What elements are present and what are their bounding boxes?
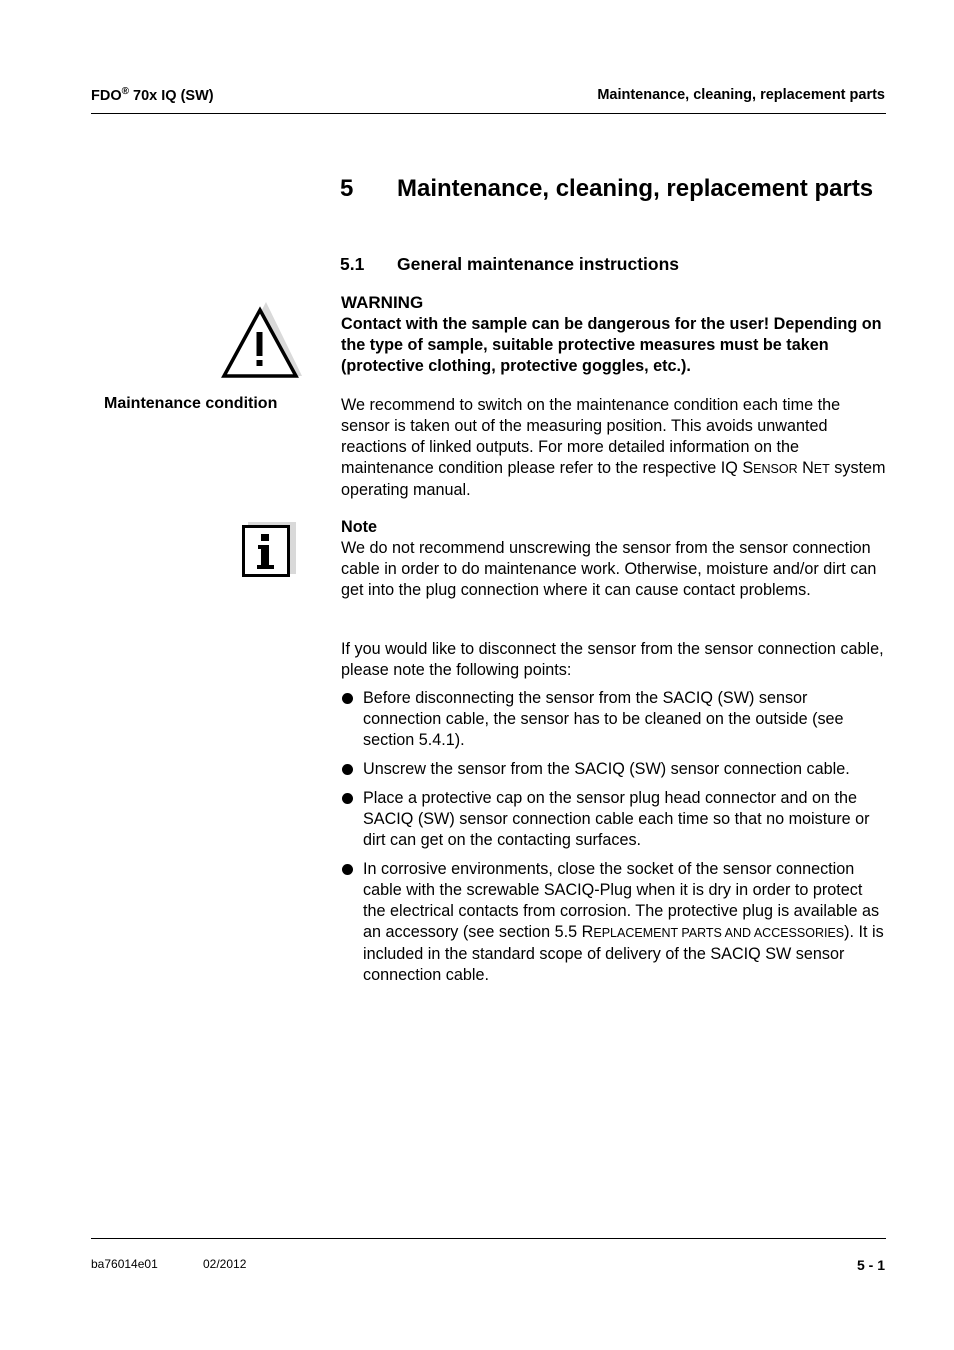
list-item [341, 759, 889, 780]
sensor-smallcaps: ENSOR [753, 462, 798, 476]
bullet-icon [342, 793, 353, 804]
info-icon [242, 522, 296, 578]
list-item [341, 859, 889, 986]
list-item [341, 688, 889, 751]
maintenance-condition-label: Maintenance condition [104, 395, 278, 412]
product-model: 70x IQ (SW) [128, 87, 214, 104]
list-item [341, 788, 889, 851]
reference-smallcaps: EPLACEMENT PARTS AND ACCESSORIES [593, 926, 845, 940]
note-title: Note [341, 518, 377, 536]
footer-date: 02/2012 [203, 1257, 247, 1271]
list-item-text: In corrosive environments, close the socket of the sensor connection cable with the screwable SACIQ-Plug when it is dry in order to protect the electrical contacts from corrosion. The protective plug is available as an accessory (see section 5.5 [363, 860, 880, 941]
section-title: General maintenance instructions [397, 254, 680, 274]
chapter-title: Maintenance, cleaning, replacement parts [397, 175, 874, 202]
footer-page-number: 5 - 1 [856, 1257, 885, 1273]
warning-triangle-icon [220, 300, 304, 378]
list-item-text: Place a protective cap on the sensor plug head connector and on the SACIQ (SW) sensor connection cable each time so that no moisture or dirt can get on the contacting surfaces. [363, 789, 870, 849]
maintenance-condition-paragraph [341, 395, 889, 501]
header-divider [91, 113, 886, 114]
note-block [341, 517, 889, 601]
warning-title: WARNING [341, 293, 424, 312]
list-item-text: Unscrew the sensor from the SACIQ (SW) sensor connection cable. [363, 760, 850, 778]
maintenance-text-end: system operating manual. [341, 459, 886, 499]
section-number: 5.1 [340, 254, 365, 274]
warning-text: Contact with the sample can be dangerous for the user! Depending on the type of sample, suitable protective measures must be taken (protective clothing, protective goggles, etc.). [341, 315, 882, 375]
maintenance-text: We recommend to switch on the maintenance condition each time the sensor is taken out of the measuring position. This avoids unwanted reactions of linked outputs. For more detailed information on the maintenance condition please refer to the respective IQ [341, 396, 841, 477]
bullet-list [341, 688, 889, 994]
net-smallcaps: ET [813, 462, 830, 476]
warning-block [341, 292, 889, 377]
product-name: FDO [91, 87, 122, 104]
chapter-number: 5 [340, 175, 354, 202]
bullet-icon [342, 693, 353, 704]
footer-divider [91, 1238, 886, 1239]
net-initial: N [797, 459, 814, 477]
list-item-text-end: ). It is included in the standard scope of delivery of the SACIQ SW sensor connection cable. [363, 923, 884, 984]
header-product [91, 86, 214, 104]
bullet-icon [342, 864, 353, 875]
reference-initial: R [581, 923, 594, 941]
bullet-icon [342, 764, 353, 775]
note-text: We do not recommend unscrewing the sensor from the sensor connection cable in order to do maintenance work. Otherwise, moisture and/or dirt can get into the plug connection where it can cause contact problems. [341, 539, 877, 599]
header-section-title: Maintenance, cleaning, replacement parts [597, 87, 885, 103]
sensor-initial: S [742, 459, 754, 477]
list-item-text: Before disconnecting the sensor from the SACIQ (SW) sensor connection cable, the sensor has to be cleaned on the outside (see section 5.4.1). [363, 689, 844, 749]
footer-doc-number: ba76014e01 [91, 1257, 158, 1271]
disconnect-intro: If you would like to disconnect the sensor from the sensor connection cable, please note the following points: [341, 640, 884, 679]
registered-mark: ® [121, 86, 129, 97]
